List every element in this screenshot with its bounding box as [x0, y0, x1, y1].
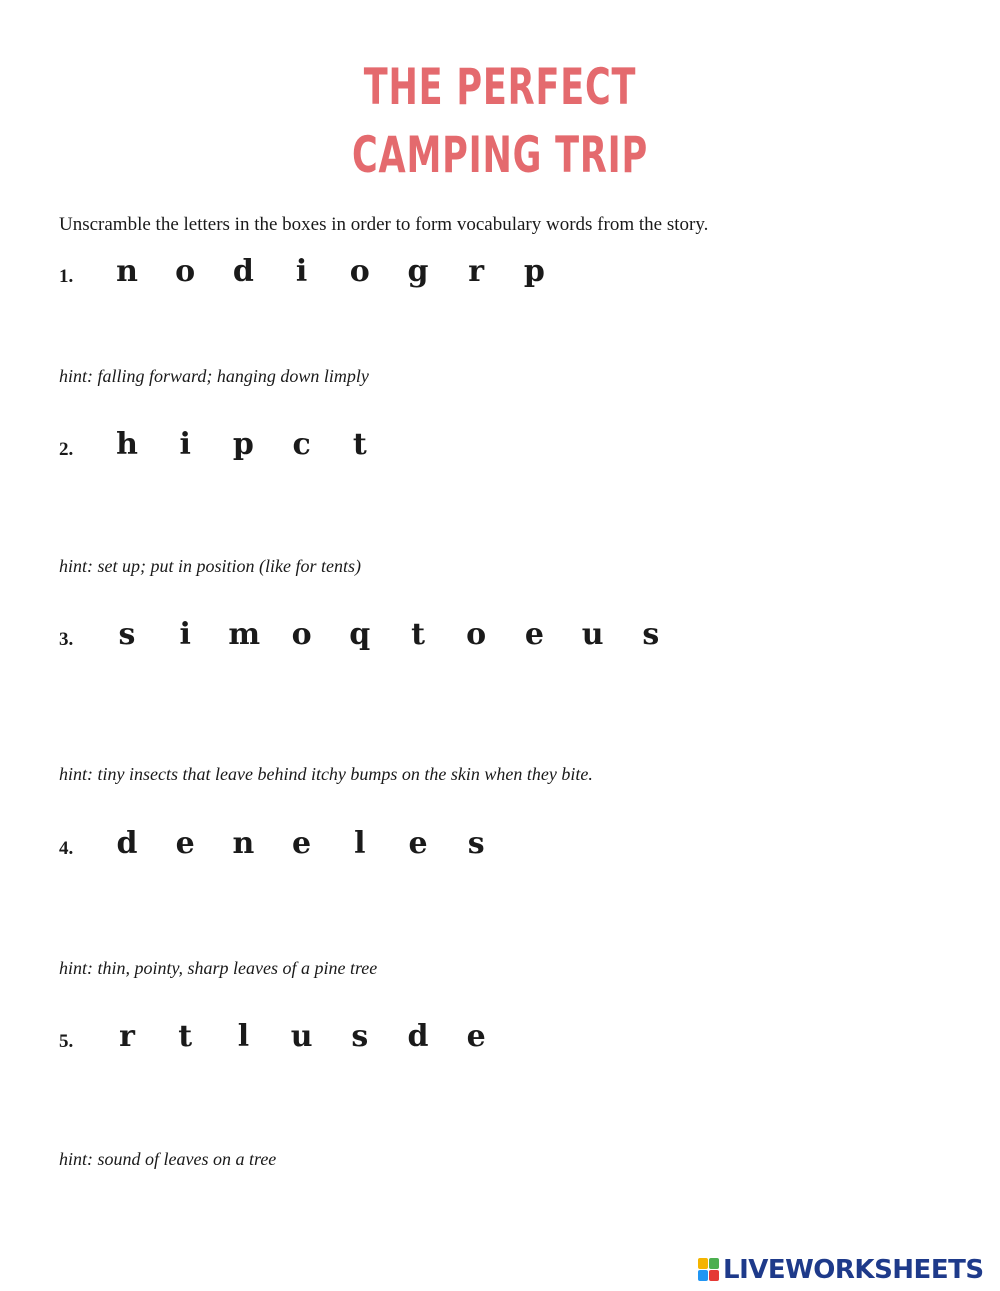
scrambled-letter[interactable]: l [237, 1019, 250, 1054]
scrambled-letter[interactable]: s [467, 826, 485, 861]
scrambled-letter[interactable]: i [179, 427, 191, 462]
scrambled-letter[interactable]: o [466, 617, 487, 652]
title-line-2: CAMPING TRIP [351, 126, 649, 184]
item-number: 5. [59, 1031, 74, 1052]
liveworksheets-logo-icon [698, 1258, 720, 1282]
scrambled-letter[interactable]: e [175, 826, 195, 861]
scrambled-letter[interactable]: o [291, 617, 312, 652]
scrambled-letter[interactable]: p [523, 254, 545, 289]
item-hint: hint: set up; put in position (like for tents) [59, 556, 361, 576]
instructions: Unscramble the letters in the boxes in order to form vocabulary words from the story. [59, 214, 709, 235]
scrambled-letter[interactable]: m [228, 617, 261, 652]
scrambled-letter[interactable]: q [349, 617, 371, 652]
scrambled-letter[interactable]: l [354, 826, 366, 861]
scrambled-letter[interactable]: i [179, 617, 191, 652]
item-hint: hint: sound of leaves on a tree [59, 1149, 277, 1169]
scrambled-letter[interactable]: t [411, 617, 425, 652]
scrambled-letter[interactable]: n [116, 254, 138, 289]
scrambled-letter[interactable]: e [466, 1019, 486, 1054]
scrambled-letter[interactable]: o [175, 254, 196, 289]
scrambled-letter[interactable]: c [292, 427, 311, 462]
scrambled-letter[interactable]: e [524, 617, 544, 652]
item-hint: hint: tiny insects that leave behind itchy bumps on the skin when they bite. [59, 764, 593, 784]
scrambled-letter[interactable]: r [468, 254, 485, 289]
scrambled-letter[interactable]: e [292, 826, 312, 861]
scrambled-letter[interactable]: s [642, 617, 660, 652]
item-number: 3. [59, 629, 74, 650]
scrambled-letter[interactable]: o [349, 254, 370, 289]
scrambled-letter[interactable]: s [118, 617, 136, 652]
scrambled-letter[interactable]: e [408, 826, 428, 861]
scrambled-letter[interactable]: t [352, 427, 367, 462]
liveworksheets-logo [698, 1256, 984, 1284]
scrambled-letter[interactable]: p [232, 427, 254, 462]
item-hint: hint: falling forward; hanging down limply [59, 366, 369, 386]
scrambled-letter[interactable]: u [581, 617, 604, 652]
scrambled-letter[interactable]: u [290, 1019, 313, 1054]
scrambled-letter[interactable]: h [116, 427, 138, 462]
brand-name: LIVEWORKSHEETS [723, 1255, 984, 1285]
scrambled-letter[interactable]: s [351, 1019, 369, 1054]
scrambled-letter[interactable]: d [232, 254, 254, 289]
scrambled-letter[interactable]: t [178, 1019, 193, 1054]
scrambled-letter[interactable]: n [232, 826, 255, 861]
item-number: 4. [59, 838, 74, 859]
item-hint: hint: thin, pointy, sharp leaves of a pine tree [59, 958, 378, 978]
scrambled-letter[interactable]: g [407, 254, 429, 289]
item-number: 2. [59, 439, 74, 460]
item-number: 1. [59, 266, 74, 287]
scrambled-letter[interactable]: d [407, 1019, 429, 1054]
scrambled-letter[interactable]: r [119, 1019, 135, 1054]
title-line-1: THE PERFECT [363, 58, 637, 116]
scrambled-letter[interactable]: d [116, 826, 138, 861]
scrambled-letter[interactable]: i [295, 254, 308, 289]
